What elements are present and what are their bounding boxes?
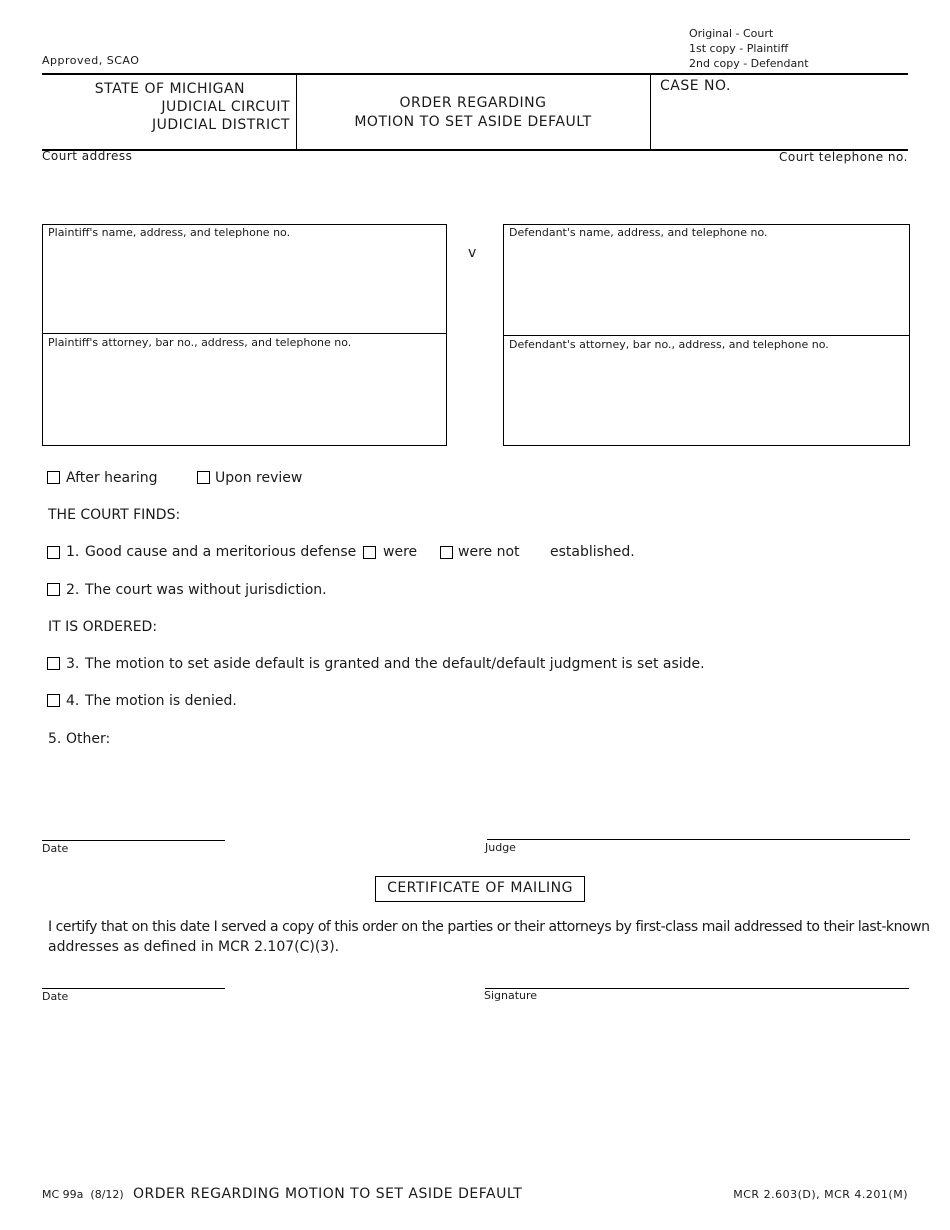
header-divider-2 xyxy=(650,74,651,150)
plaintiff-box xyxy=(42,224,447,446)
case-no-label: CASE NO. xyxy=(660,78,731,94)
court-district: JUDICIAL DISTRICT xyxy=(151,117,290,133)
distribution-copy2: 2nd copy - Defendant xyxy=(689,57,809,70)
plaintiff-attorney-label: Plaintiff's attorney, bar no., address, and telephone no. xyxy=(48,336,352,349)
after-hearing-checkbox[interactable] xyxy=(47,471,60,484)
court-state: STATE OF MICHIGAN xyxy=(94,81,245,97)
order-5-text: Other: xyxy=(66,731,111,747)
were-checkbox[interactable] xyxy=(363,546,376,559)
order-3-number: 3. xyxy=(66,656,80,672)
certificate-text-line2: addresses as defined in MCR 2.107(C)(3). xyxy=(48,939,340,955)
order-3-text: The motion to set aside default is granted and the default/default judgment is set aside. xyxy=(85,656,705,672)
order-4-checkbox[interactable] xyxy=(47,694,60,707)
court-circuit: JUDICIAL CIRCUIT xyxy=(161,99,290,115)
distribution-list xyxy=(689,26,809,71)
finding-1-text: Good cause and a meritorious defense xyxy=(85,544,357,560)
certificate-text xyxy=(48,917,930,957)
order-date-label: Date xyxy=(42,842,69,855)
versus-label: v xyxy=(468,245,477,261)
were-not-label: were not xyxy=(458,544,520,560)
court-name-block xyxy=(60,80,290,134)
ordered-heading: IT IS ORDERED: xyxy=(48,619,158,635)
order-5-number: 5. xyxy=(48,731,62,747)
court-address-label: Court address xyxy=(42,149,133,163)
certificate-text-line1: I certify that on this date I served a copy of this order on the parties or their attorneys by first-class mail addressed to their last-known xyxy=(48,919,930,935)
order-4-text: The motion is denied. xyxy=(85,693,237,709)
finding-2-checkbox[interactable] xyxy=(47,583,60,596)
certificate-title: CERTIFICATE OF MAILING xyxy=(375,876,585,902)
order-date-line[interactable] xyxy=(42,840,225,841)
after-hearing-label: After hearing xyxy=(66,470,158,486)
header-top-rule xyxy=(42,73,908,75)
distribution-original: Original - Court xyxy=(689,27,774,40)
mailing-signature-line[interactable] xyxy=(485,988,909,989)
order-4-number: 4. xyxy=(66,693,80,709)
distribution-copy1: 1st copy - Plaintiff xyxy=(689,42,789,55)
court-phone-label: Court telephone no. xyxy=(778,150,908,164)
mailing-date-label: Date xyxy=(42,990,69,1003)
judge-signature-line[interactable] xyxy=(487,839,910,840)
approved-label: Approved, SCAO xyxy=(42,54,140,67)
mailing-date-line[interactable] xyxy=(42,988,225,989)
upon-review-label: Upon review xyxy=(215,470,303,486)
footer-form-title: ORDER REGARDING MOTION TO SET ASIDE DEFAULT xyxy=(133,1186,523,1202)
defendant-box xyxy=(503,224,910,446)
judge-label: Judge xyxy=(485,841,516,854)
footer-form-id: MC 99a (8/12) xyxy=(42,1188,124,1201)
mailing-signature-label: Signature xyxy=(484,989,538,1002)
established-label: established. xyxy=(550,544,635,560)
defendant-divider xyxy=(504,335,909,336)
form-title-line2: MOTION TO SET ASIDE DEFAULT xyxy=(354,114,592,130)
footer-rules: MCR 2.603(D), MCR 4.201(M) xyxy=(733,1188,908,1201)
finding-1-checkbox[interactable] xyxy=(47,546,60,559)
form-title-block xyxy=(297,94,649,132)
finding-2-text: The court was without jurisdiction. xyxy=(85,582,327,598)
defendant-label: Defendant's name, address, and telephone no. xyxy=(509,226,768,239)
court-finds-heading: THE COURT FINDS: xyxy=(48,507,181,523)
upon-review-checkbox[interactable] xyxy=(197,471,210,484)
plaintiff-label: Plaintiff's name, address, and telephone no. xyxy=(48,226,291,239)
finding-1-number: 1. xyxy=(66,544,80,560)
defendant-attorney-label: Defendant's attorney, bar no., address, and telephone no. xyxy=(509,338,829,351)
were-not-checkbox[interactable] xyxy=(440,546,453,559)
were-label: were xyxy=(383,544,418,560)
plaintiff-divider xyxy=(43,333,446,334)
form-title-line1: ORDER REGARDING xyxy=(399,95,547,111)
finding-2-number: 2. xyxy=(66,582,80,598)
order-3-checkbox[interactable] xyxy=(47,657,60,670)
